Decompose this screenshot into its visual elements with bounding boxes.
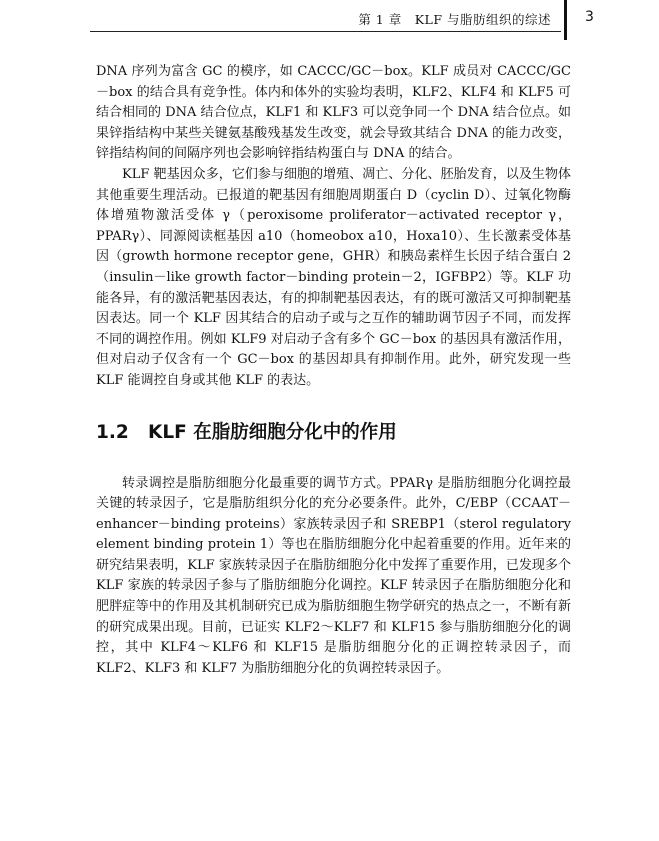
page-header (0, 0, 659, 40)
section-heading (96, 420, 571, 446)
section-number: 1.2 (96, 421, 129, 443)
running-title: 第 1 章 KLF 与脂肪组织的综述 (358, 12, 551, 27)
header-divider-bar (564, 0, 567, 40)
paragraph-adipocyte-differentiation: 转录调控是脂肪细胞分化最重要的调节方式。PPARγ 是脂肪细胞分化调控最关键的转录因子，它是脂肪组织分化的充分必要条件。此外，C/EBP（CCAAT－enhancer－binding proteins）家族转录因子和 SREBP1（sterol regulatory element binding protein 1）等也在脂肪细胞分化中起着重要的作用。近年来的研究结果表明，KLF 家族转录因子在脂肪细胞分化中发挥了重要作用，已发现多个 KLF 家族的转录因子参与了脂肪细胞分化调控。KLF 转录因子在脂肪细胞分化和肥胖症等中的作用及其机制研究已成为脂肪细胞生物学研究的热点之一，不断有新的研究成果出现。目前，已证实 KLF2～KLF7 和 KLF15 参与脂肪细胞分化的调控，其中 KLF4～KLF6 和 KLF15 是脂肪细胞分化的正调控转录因子，而 KLF2、KLF3 和 KLF7 为脂肪细胞分化的负调控转录因子。 (96, 475, 571, 676)
page-number: 3 (585, 9, 594, 25)
section-title: KLF 在脂肪细胞分化中的作用 (148, 421, 397, 443)
header-rule (90, 31, 561, 32)
paragraph-dna-binding: DNA 序列为富含 GC 的模序，如 CACCC/GC－box。KLF 成员对 CACCC/GC－box 的结合具有竞争性。体内和体外的实验均表明，KLF2、KLF4 和 KLF5 可结合相同的 DNA 结合位点，KLF1 和 KLF3 可以竞争同一个 DNA 结合位点。如果锌指结构中某些关键氨基酸残基发生改变，就会导致其结合 DNA 的能力改变，锌指结构间的间隔序列也会影响锌指结构蛋白与 DNA 的结合。 (96, 64, 571, 162)
paragraph-target-genes: KLF 靶基因众多，它们参与细胞的增殖、凋亡、分化、胚胎发育，以及生物体其他重要生理活动。已报道的靶基因有细胞周期蛋白 D（cyclin D）、过氧化物酶体增殖物激活受体 γ（peroxisome proliferator－activated receptor γ，PPARγ）、同源阅读框基因 a10（homeobox a10，Hoxa10）、生长激素受体基因（growth hormone receptor gene，GHR）和胰岛素样生长因子结合蛋白 2（insulin－like growth factor－binding protein－2，IGFBP2）等。KLF 功能各异，有的激活靶基因表达，有的抑制靶基因表达，有的既可激活又可抑制靶基因表达。同一个 KLF 因其结合的启动子或与之互作的辅助调节因子不同，而发挥不同的调控作用。例如 KLF9 对启动子含有多个 GC－box 的基因具有激活作用，但对启动子仅含有一个 GC－box 的基因却具有抑制作用。此外，研究发现一些 KLF 能调控自身或其他 KLF 的表达。 (96, 166, 571, 388)
page-body (96, 62, 571, 679)
